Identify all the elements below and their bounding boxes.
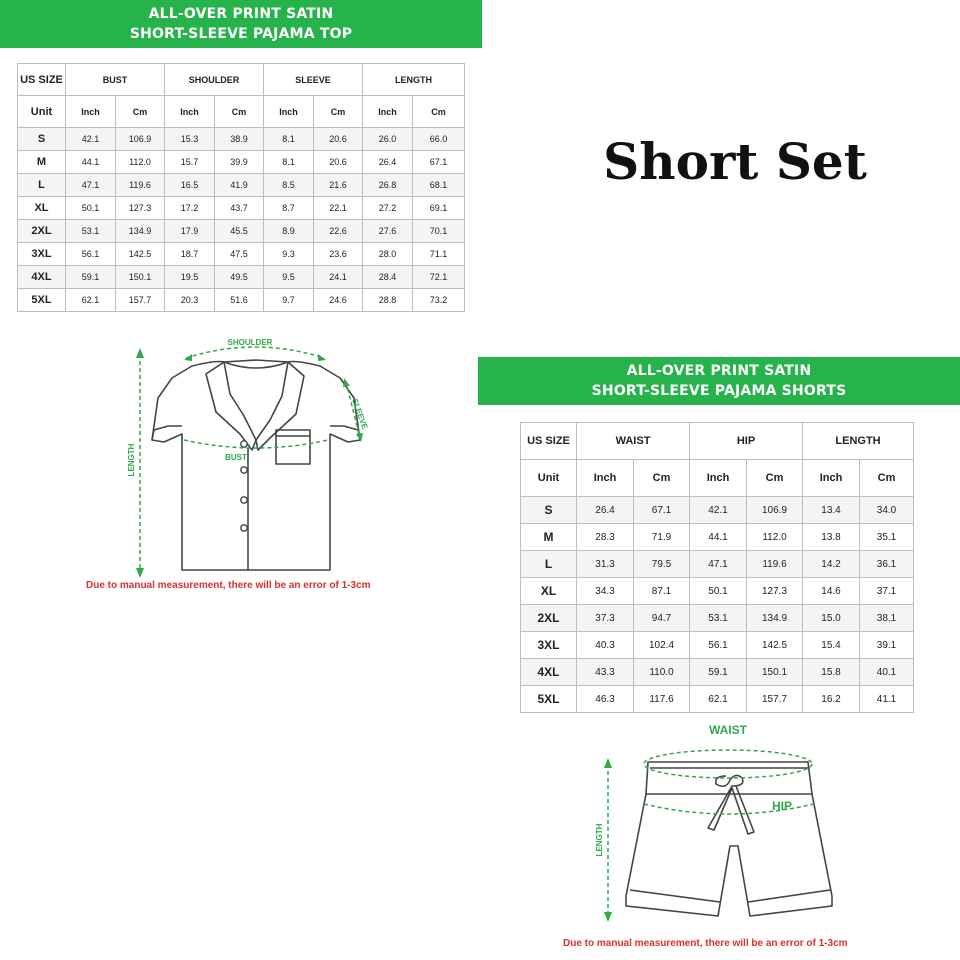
measurement-cell: 16.2: [803, 686, 860, 713]
shorts-size-chart-banner: [478, 357, 960, 405]
measurement-cell: 79.5: [634, 551, 690, 578]
size-row: [18, 174, 465, 197]
measurement-cell: 8.1: [264, 151, 314, 174]
measurement-cell: 14.6: [803, 578, 860, 605]
measurement-cell: 35.1: [860, 524, 914, 551]
size-cell: 4XL: [18, 266, 66, 289]
waist-label: WAIST: [709, 723, 747, 737]
measurement-cell: 157.7: [116, 289, 165, 312]
size-cell: 2XL: [18, 220, 66, 243]
measurement-cell: 134.9: [116, 220, 165, 243]
measurement-cell: 8.9: [264, 220, 314, 243]
header-shoulder: SHOULDER: [165, 64, 264, 96]
size-row: [18, 128, 465, 151]
measurement-cell: 70.1: [413, 220, 465, 243]
measurement-cell: 23.6: [314, 243, 363, 266]
measurement-cell: 15.3: [165, 128, 215, 151]
size-cell: M: [18, 151, 66, 174]
top-banner-line-2: SHORT-SLEEVE PAJAMA TOP: [129, 26, 353, 42]
drawstring: [708, 775, 754, 834]
measurement-cell: 150.1: [747, 659, 803, 686]
measurement-cell: 15.7: [165, 151, 215, 174]
unit-cell: Cm: [634, 460, 690, 497]
measurement-cell: 73.2: [413, 289, 465, 312]
measurement-cell: 71.1: [413, 243, 465, 266]
measurement-cell: 127.3: [747, 578, 803, 605]
unit-cell: Inch: [264, 96, 314, 128]
size-row: [521, 686, 914, 713]
shoulder-measure-arrow: [186, 347, 324, 358]
measurement-cell: 15.8: [803, 659, 860, 686]
shorts-table-body: [521, 497, 914, 713]
measurement-cell: 45.5: [215, 220, 264, 243]
top-banner-line-1: ALL-OVER PRINT SATIN: [148, 6, 334, 22]
measurement-cell: 20.6: [314, 128, 363, 151]
measurement-cell: 16.5: [165, 174, 215, 197]
size-cell: M: [521, 524, 577, 551]
size-row: [521, 497, 914, 524]
measurement-cell: 37.1: [860, 578, 914, 605]
measurement-cell: 50.1: [690, 578, 747, 605]
unit-cell: Cm: [413, 96, 465, 128]
size-cell: L: [18, 174, 66, 197]
measurement-cell: 106.9: [116, 128, 165, 151]
unit-cell: Inch: [577, 460, 634, 497]
measurement-cell: 41.1: [860, 686, 914, 713]
measurement-cell: 28.0: [363, 243, 413, 266]
measurement-cell: 47.1: [66, 174, 116, 197]
measurement-cell: 46.3: [577, 686, 634, 713]
measurement-cell: 47.5: [215, 243, 264, 266]
measurement-cell: 41.9: [215, 174, 264, 197]
size-cell: L: [521, 551, 577, 578]
header-length: LENGTH: [803, 423, 914, 460]
measurement-cell: 94.7: [634, 605, 690, 632]
measurement-cell: 26.8: [363, 174, 413, 197]
measurement-cell: 40.1: [860, 659, 914, 686]
measurement-cell: 37.3: [577, 605, 634, 632]
unit-cell: Inch: [690, 460, 747, 497]
size-row: [521, 605, 914, 632]
measurement-cell: 134.9: [747, 605, 803, 632]
header-hip: HIP: [690, 423, 803, 460]
measurement-cell: 13.4: [803, 497, 860, 524]
measurement-cell: 21.6: [314, 174, 363, 197]
measurement-cell: 40.3: [577, 632, 634, 659]
measurement-cell: 38.1: [860, 605, 914, 632]
measurement-cell: 26.4: [363, 151, 413, 174]
measurement-cell: 44.1: [66, 151, 116, 174]
unit-cell: Cm: [314, 96, 363, 128]
measurement-cell: 53.1: [690, 605, 747, 632]
top-size-chart-banner: [0, 0, 482, 48]
measurement-cell: 67.1: [413, 151, 465, 174]
measurement-cell: 38.9: [215, 128, 264, 151]
unit-cell: Inch: [165, 96, 215, 128]
size-row: [18, 243, 465, 266]
header-waist: WAIST: [577, 423, 690, 460]
measurement-cell: 110.0: [634, 659, 690, 686]
size-row: [521, 524, 914, 551]
measurement-cell: 59.1: [66, 266, 116, 289]
measurement-cell: 27.6: [363, 220, 413, 243]
measurement-cell: 28.3: [577, 524, 634, 551]
size-row: [521, 551, 914, 578]
unit-cell: Inch: [803, 460, 860, 497]
measurement-cell: 157.7: [747, 686, 803, 713]
measurement-cell: 59.1: [690, 659, 747, 686]
measurement-cell: 20.6: [314, 151, 363, 174]
hip-label: HIP: [772, 799, 793, 813]
measurement-cell: 26.0: [363, 128, 413, 151]
measurement-cell: 18.7: [165, 243, 215, 266]
size-row: [18, 220, 465, 243]
size-cell: S: [18, 128, 66, 151]
measurement-cell: 62.1: [66, 289, 116, 312]
measurement-cell: 13.8: [803, 524, 860, 551]
measurement-cell: 20.3: [165, 289, 215, 312]
measurement-cell: 8.1: [264, 128, 314, 151]
measurement-cell: 14.2: [803, 551, 860, 578]
measurement-cell: 112.0: [747, 524, 803, 551]
length-label: LENGTH: [127, 443, 136, 477]
measurement-cell: 43.3: [577, 659, 634, 686]
measurement-cell: 87.1: [634, 578, 690, 605]
measurement-cell: 34.3: [577, 578, 634, 605]
measurement-cell: 28.4: [363, 266, 413, 289]
measurement-cell: 17.9: [165, 220, 215, 243]
shorts-banner-line-1: ALL-OVER PRINT SATIN: [626, 363, 812, 379]
measurement-cell: 69.1: [413, 197, 465, 220]
size-cell: 5XL: [18, 289, 66, 312]
shirt-collar: [206, 362, 256, 450]
measurement-cell: 119.6: [747, 551, 803, 578]
measurement-cell: 42.1: [66, 128, 116, 151]
measurement-cell: 31.3: [577, 551, 634, 578]
measurement-cell: 28.8: [363, 289, 413, 312]
unit-cell: Cm: [747, 460, 803, 497]
measurement-cell: 26.4: [577, 497, 634, 524]
header-length: LENGTH: [363, 64, 465, 96]
shorts-table-header-row: [521, 423, 914, 460]
measurement-cell: 17.2: [165, 197, 215, 220]
header-us-size: US SIZE: [521, 423, 577, 460]
size-cell: 3XL: [521, 632, 577, 659]
size-cell: XL: [18, 197, 66, 220]
unit-cell: Inch: [363, 96, 413, 128]
top-table-body: [18, 128, 465, 312]
top-table-header-row: [18, 64, 465, 96]
measurement-cell: 39.1: [860, 632, 914, 659]
measurement-cell: 102.4: [634, 632, 690, 659]
size-row: [18, 151, 465, 174]
measurement-cell: 142.5: [747, 632, 803, 659]
shorts-diagram: [590, 720, 850, 930]
length-label: LENGTH: [595, 823, 604, 857]
top-measurement-note: Due to manual measurement, there will be an error of 1-3cm: [86, 580, 371, 591]
measurement-cell: 9.3: [264, 243, 314, 266]
page-title: Short Set: [603, 132, 867, 191]
top-table-unit-row: [18, 96, 465, 128]
measurement-cell: 36.1: [860, 551, 914, 578]
measurement-cell: 106.9: [747, 497, 803, 524]
measurement-cell: 22.1: [314, 197, 363, 220]
shorts-banner-line-2: SHORT-SLEEVE PAJAMA SHORTS: [591, 383, 847, 399]
size-cell: 4XL: [521, 659, 577, 686]
measurement-cell: 8.7: [264, 197, 314, 220]
measurement-cell: 53.1: [66, 220, 116, 243]
measurement-cell: 127.3: [116, 197, 165, 220]
shirt-outline: [152, 360, 360, 570]
size-cell: S: [521, 497, 577, 524]
measurement-cell: 142.5: [116, 243, 165, 266]
unit-cell: Cm: [860, 460, 914, 497]
header-sleeve: SLEEVE: [264, 64, 363, 96]
size-row: [18, 289, 465, 312]
measurement-cell: 22.6: [314, 220, 363, 243]
measurement-cell: 24.1: [314, 266, 363, 289]
measurement-cell: 117.6: [634, 686, 690, 713]
measurement-cell: 72.1: [413, 266, 465, 289]
measurement-cell: 47.1: [690, 551, 747, 578]
unit-cell: Inch: [66, 96, 116, 128]
size-row: [18, 197, 465, 220]
measurement-cell: 34.0: [860, 497, 914, 524]
sleeve-label: SLEEVE: [350, 397, 370, 431]
measurement-cell: 56.1: [690, 632, 747, 659]
top-size-table: [17, 63, 465, 312]
measurement-cell: 119.6: [116, 174, 165, 197]
size-row: [521, 659, 914, 686]
measurement-cell: 43.7: [215, 197, 264, 220]
shirt-diagram: [120, 330, 380, 580]
measurement-cell: 56.1: [66, 243, 116, 266]
shirt-pocket: [276, 430, 310, 464]
measurement-cell: 24.6: [314, 289, 363, 312]
measurement-cell: 8.5: [264, 174, 314, 197]
header-bust: BUST: [66, 64, 165, 96]
measurement-cell: 71.9: [634, 524, 690, 551]
bust-label: BUST: [225, 453, 247, 462]
measurement-cell: 44.1: [690, 524, 747, 551]
shoulder-label: SHOULDER: [227, 338, 273, 347]
measurement-cell: 68.1: [413, 174, 465, 197]
measurement-cell: 15.4: [803, 632, 860, 659]
measurement-cell: 39.9: [215, 151, 264, 174]
unit-label: Unit: [18, 96, 66, 128]
measurement-cell: 27.2: [363, 197, 413, 220]
shorts-size-table: [520, 422, 914, 713]
size-row: [521, 632, 914, 659]
header-us-size: US SIZE: [18, 64, 66, 96]
measurement-cell: 67.1: [634, 497, 690, 524]
measurement-cell: 19.5: [165, 266, 215, 289]
size-row: [18, 266, 465, 289]
shorts-table-unit-row: [521, 460, 914, 497]
waist-measure-arrow: [644, 750, 812, 778]
unit-label: Unit: [521, 460, 577, 497]
measurement-cell: 51.6: [215, 289, 264, 312]
measurement-cell: 66.0: [413, 128, 465, 151]
shorts-measurement-note: Due to manual measurement, there will be an error of 1-3cm: [563, 938, 848, 949]
size-row: [521, 578, 914, 605]
size-cell: 2XL: [521, 605, 577, 632]
measurement-cell: 15.0: [803, 605, 860, 632]
measurement-cell: 150.1: [116, 266, 165, 289]
measurement-cell: 49.5: [215, 266, 264, 289]
measurement-cell: 42.1: [690, 497, 747, 524]
unit-cell: Cm: [116, 96, 165, 128]
measurement-cell: 112.0: [116, 151, 165, 174]
measurement-cell: 9.7: [264, 289, 314, 312]
measurement-cell: 50.1: [66, 197, 116, 220]
unit-cell: Cm: [215, 96, 264, 128]
size-cell: 3XL: [18, 243, 66, 266]
measurement-cell: 62.1: [690, 686, 747, 713]
shorts-outline: [626, 794, 832, 916]
size-cell: XL: [521, 578, 577, 605]
measurement-cell: 9.5: [264, 266, 314, 289]
size-cell: 5XL: [521, 686, 577, 713]
